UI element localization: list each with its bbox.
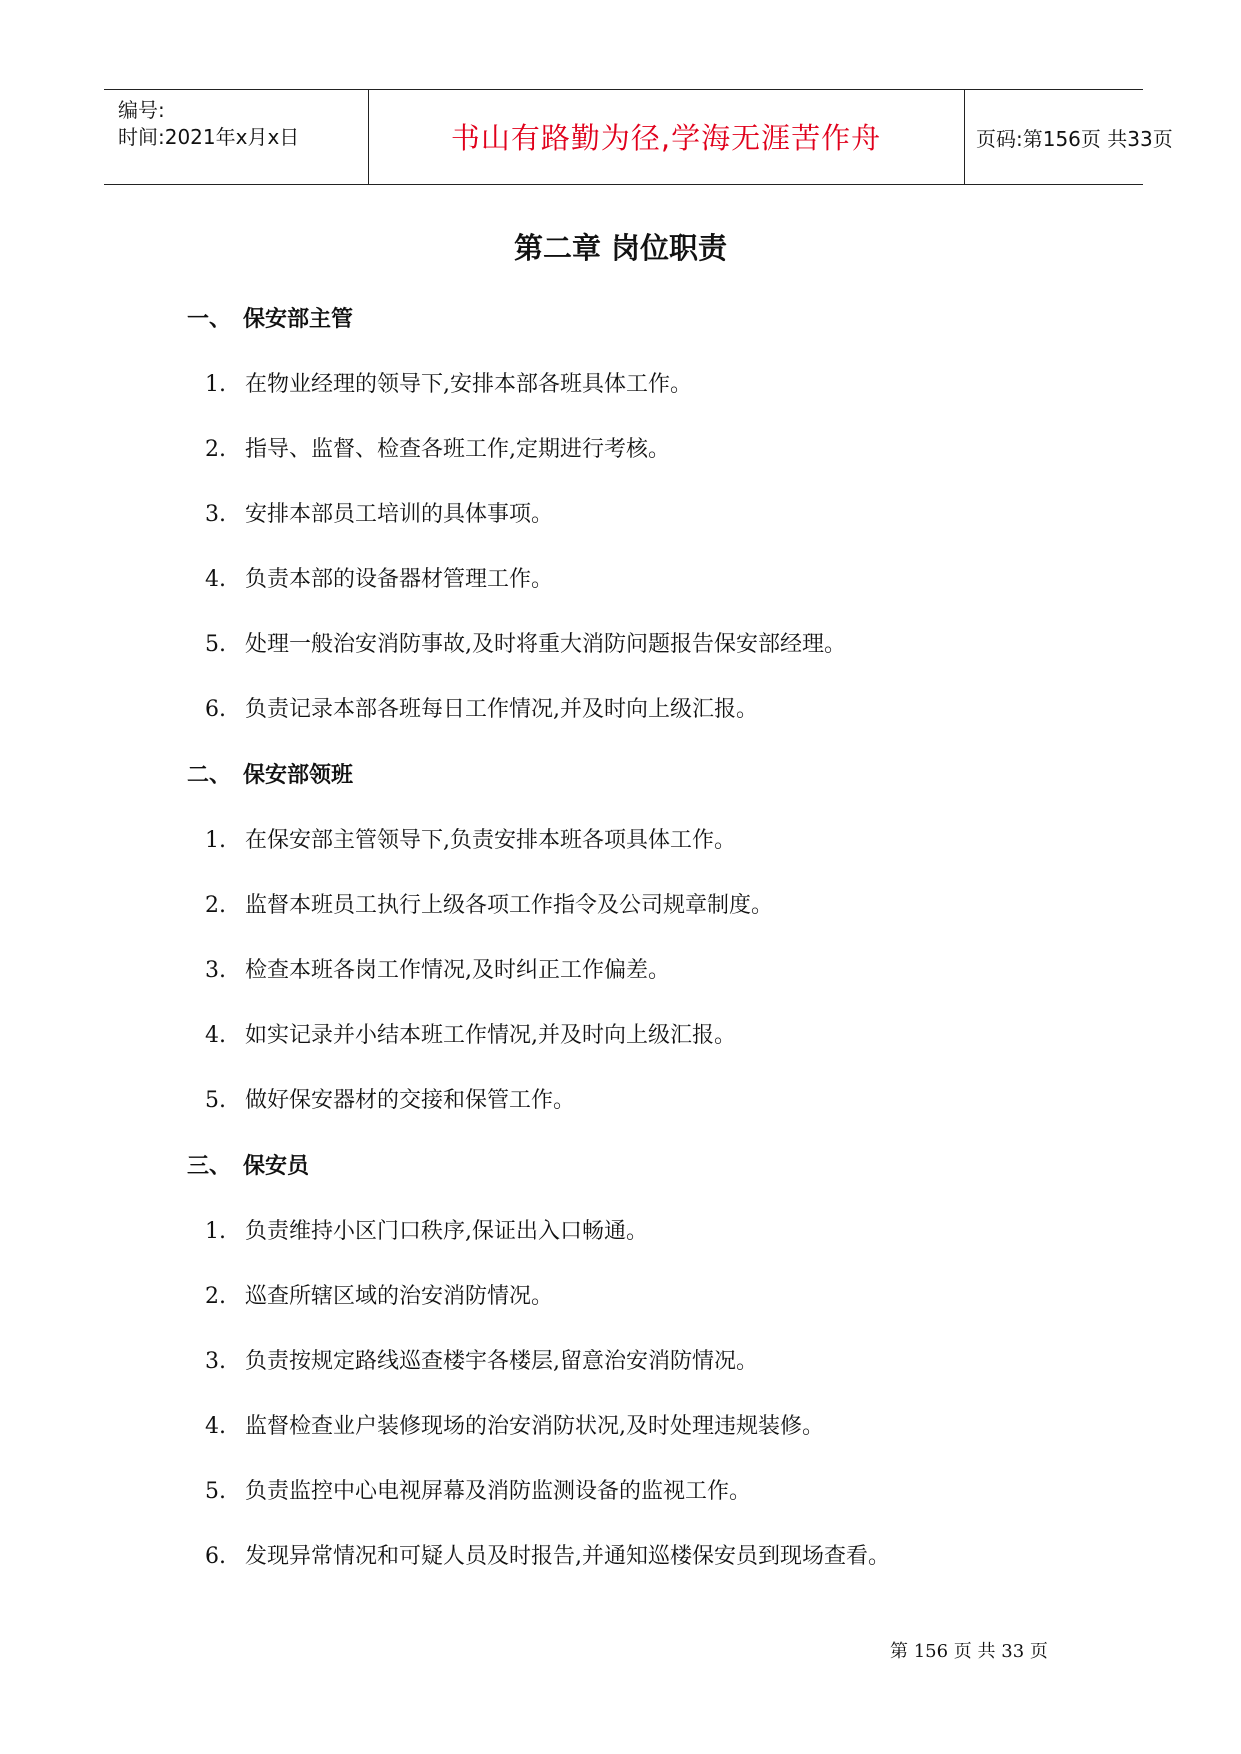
section-number: 一、: [187, 307, 232, 332]
item-text: 发现异常情况和可疑人员及时报告,并通知巡楼保安员到现场查看。: [245, 1544, 890, 1569]
item-text: 负责维持小区门口秩序,保证出入口畅通。: [245, 1219, 648, 1244]
item-number: 4.: [205, 1414, 226, 1439]
item-text: 指导、监督、检查各班工作,定期进行考核。: [245, 437, 670, 462]
time-label: 时间:2021年x月x日: [118, 125, 300, 149]
item-text: 监督本班员工执行上级各项工作指令及公司规章制度。: [245, 893, 774, 918]
item-number: 3.: [205, 958, 226, 983]
list-item: [205, 1539, 890, 1570]
item-text: 处理一般治安消防事故,及时将重大消防问题报告保安部经理。: [245, 632, 846, 657]
item-number: 1.: [205, 828, 226, 853]
item-number: 6.: [205, 1544, 226, 1569]
motto-text: 书山有路勤为径,学海无涯苦作舟: [450, 121, 882, 155]
header-meta-cell: [104, 90, 369, 184]
section-title: 保安部主管: [243, 307, 354, 332]
item-number: 1.: [205, 1219, 226, 1244]
list-item: [205, 367, 692, 398]
item-number: 2.: [205, 437, 226, 462]
serial-label: 编号:: [118, 98, 165, 122]
page-footer: 第 156 页 共 33 页: [890, 1641, 1048, 1662]
section-title: 保安部领班: [243, 763, 354, 788]
item-text: 负责按规定路线巡查楼宇各楼层,留意治安消防情况。: [245, 1349, 758, 1374]
item-number: 3.: [205, 1349, 226, 1374]
list-item: [205, 627, 846, 658]
list-item: [205, 1279, 553, 1310]
item-number: 5.: [205, 632, 226, 657]
list-item: [205, 823, 736, 854]
item-text: 监督检查业户装修现场的治安消防状况,及时处理违规装修。: [245, 1414, 824, 1439]
page-code: 页码:第156页 共33页: [976, 127, 1173, 151]
list-item: [205, 1344, 758, 1375]
item-text: 在物业经理的领导下,安排本部各班具体工作。: [245, 372, 692, 397]
item-text: 在保安部主管领导下,负责安排本班各项具体工作。: [245, 828, 736, 853]
item-text: 做好保安器材的交接和保管工作。: [245, 1088, 576, 1113]
section-heading: [187, 1149, 309, 1180]
header-motto-cell: [368, 90, 965, 184]
item-number: 5.: [205, 1088, 226, 1113]
list-item: [205, 953, 670, 984]
item-text: 如实记录并小结本班工作情况,并及时向上级汇报。: [245, 1023, 736, 1048]
list-item: [205, 562, 553, 593]
item-number: 1.: [205, 372, 226, 397]
section-title: 保安员: [243, 1154, 310, 1179]
list-item: [205, 1083, 575, 1114]
item-text: 负责记录本部各班每日工作情况,并及时向上级汇报。: [245, 697, 758, 722]
section-number: 二、: [187, 763, 232, 788]
list-item: [205, 1214, 648, 1245]
item-number: 6.: [205, 697, 226, 722]
item-number: 4.: [205, 1023, 226, 1048]
item-number: 2.: [205, 893, 226, 918]
item-text: 负责本部的设备器材管理工作。: [245, 567, 554, 592]
item-number: 2.: [205, 1284, 226, 1309]
chapter-title: 第二章 岗位职责: [513, 231, 728, 265]
item-text: 检查本班各岗工作情况,及时纠正工作偏差。: [245, 958, 670, 983]
list-item: [205, 1018, 736, 1049]
section-heading: [187, 758, 353, 789]
item-number: 5.: [205, 1479, 226, 1504]
item-text: 巡查所辖区域的治安消防情况。: [245, 1284, 554, 1309]
list-item: [205, 692, 758, 723]
list-item: [205, 1409, 824, 1440]
list-item: [205, 888, 773, 919]
list-item: [205, 432, 670, 463]
list-item: [205, 497, 553, 528]
section-heading: [187, 302, 353, 333]
header-page-cell: [964, 90, 1173, 184]
list-item: [205, 1474, 751, 1505]
section-number: 三、: [187, 1154, 232, 1179]
item-number: 4.: [205, 567, 226, 592]
item-text: 负责监控中心电视屏幕及消防监测设备的监视工作。: [245, 1479, 752, 1504]
item-number: 3.: [205, 502, 226, 527]
page-header: [104, 89, 1173, 185]
item-text: 安排本部员工培训的具体事项。: [245, 502, 554, 527]
